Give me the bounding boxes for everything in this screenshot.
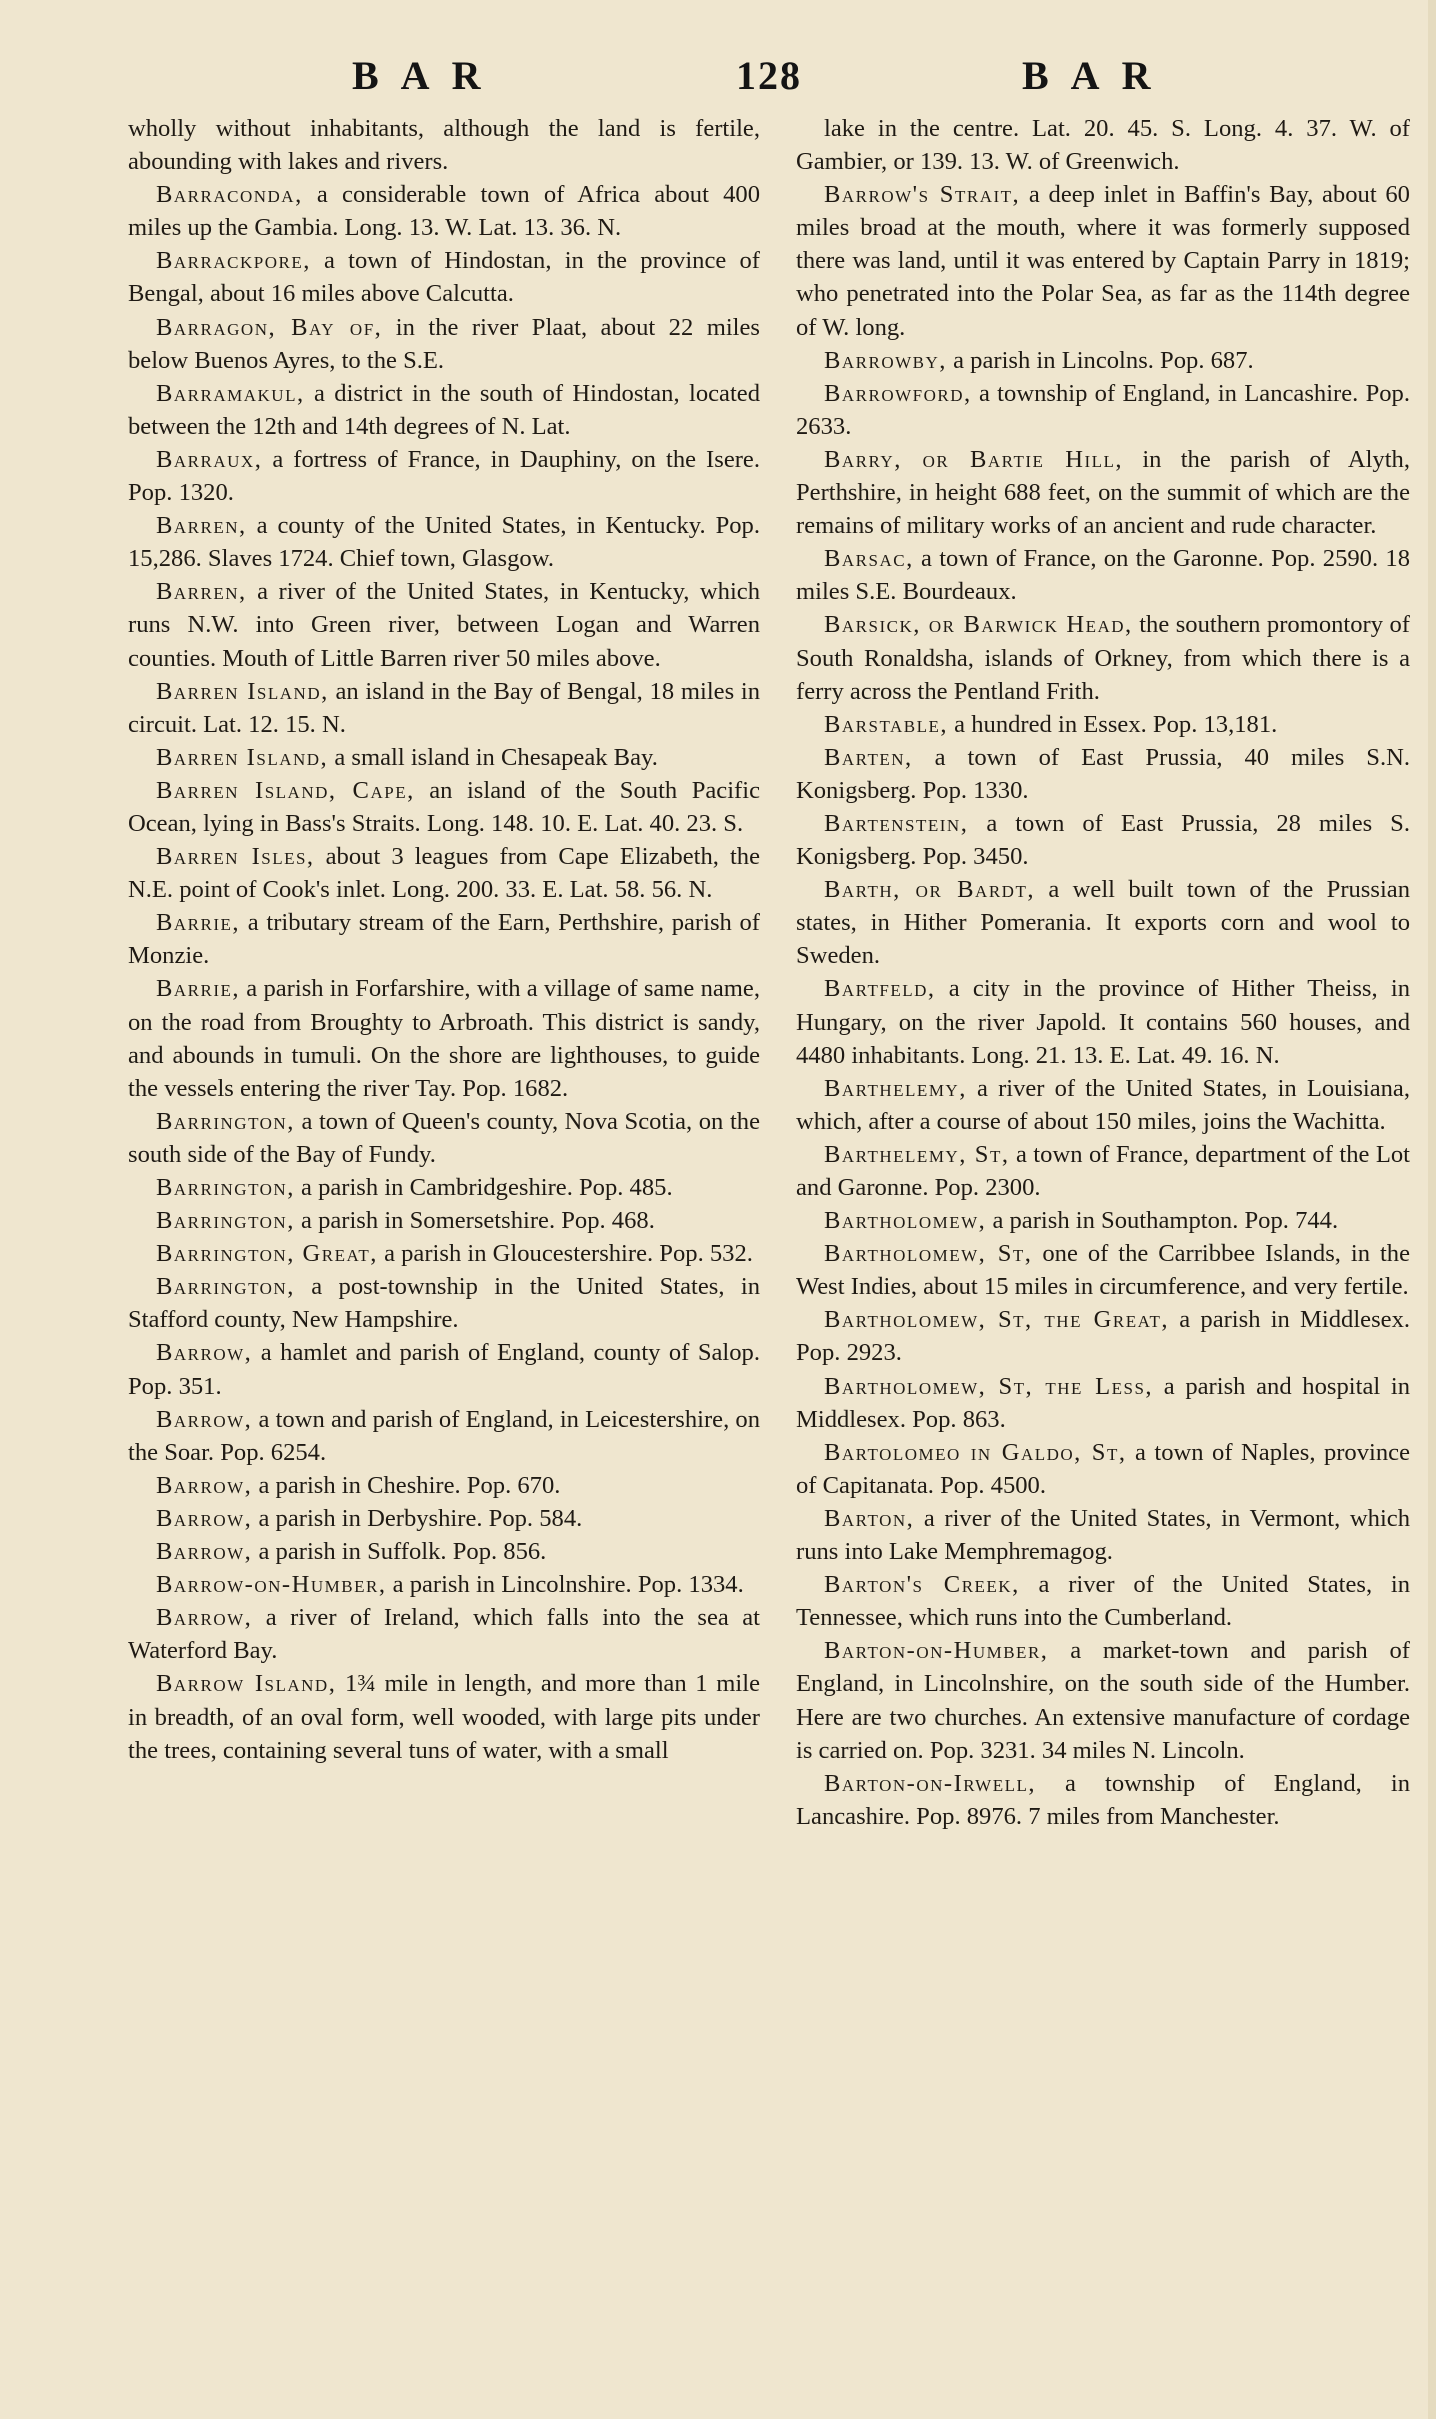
gazetteer-entry xyxy=(128,1535,760,1568)
entry-text: a town and parish of England, in Leicestershire, on the Soar. Pop. 6254. xyxy=(128,1405,760,1466)
entry-text: wholly without inhabitants, although the land is fertile, abounding with lakes and rivers. xyxy=(128,115,760,176)
entry-headword: Barton, xyxy=(824,1504,915,1532)
gazetteer-entry xyxy=(128,178,760,244)
entry-text: a river of Ireland, which falls into the sea at Waterford Bay. xyxy=(128,1604,760,1665)
right-column xyxy=(796,112,1410,1833)
gazetteer-entry xyxy=(796,608,1410,707)
entry-headword: Barrie, xyxy=(156,975,241,1003)
entry-headword: Barren, xyxy=(156,512,247,540)
gazetteer-entry xyxy=(796,1072,1410,1138)
gazetteer-entry xyxy=(796,807,1410,873)
entry-headword: Barren Island, Cape, xyxy=(156,776,415,804)
entry-headword: Barrow Island, xyxy=(156,1670,337,1698)
entry-text: a river of the United States, in Louisiana, which, after a course of about 150 miles, joins the Wachitta. xyxy=(796,1074,1410,1135)
entry-text: a considerable town of Africa about 400 miles up the Gambia. Long. 13. W. Lat. 13. 36. N. xyxy=(128,181,760,242)
entry-text: one of the Carribbee Islands, in the West Indies, about 15 miles in circumference, and very fertile. xyxy=(796,1240,1411,1301)
gazetteer-entry xyxy=(128,741,760,774)
entry-text: a township of England, in Lancashire. Pop. 2633. xyxy=(796,379,1410,440)
entry-text: 1¾ mile in length, and more than 1 mile in breadth, of an oval form, well wooded, with large pits under the trees, containing several tuns of water, with a small xyxy=(128,1670,760,1764)
entry-text: an island of the South Pacific Ocean, lying in Bass's Straits. Long. 148. 10. E. Lat. 40. 23. S. xyxy=(128,776,760,837)
entry-text: a town of Hindostan, in the province of Bengal, about 16 miles above Calcutta. xyxy=(128,247,760,308)
entry-headword: Barraconda, xyxy=(156,181,303,209)
entry-text: a city in the province of Hither Theiss, in Hungary, on the river Japold. It contains 560 houses, and 4480 inhabitants. Long. 21. 13. E. Lat. 49. 16. N. xyxy=(796,975,1410,1069)
header-right-word: BAR xyxy=(1022,53,1173,98)
entry-text: lake in the centre. Lat. 20. 45. S. Long. 4. 37. W. of Gambier, or 139. 13. W. of Greenwich. xyxy=(796,115,1410,176)
entry-text: a fortress of France, in Dauphiny, on the Isere. Pop. 1320. xyxy=(128,445,760,507)
entry-text: an island in the Bay of Bengal, 18 miles in circuit. Lat. 12. 15. N. xyxy=(128,677,760,738)
gazetteer-entry xyxy=(796,1767,1410,1833)
entry-text: a parish in Southampton. Pop. 744. xyxy=(986,1207,1339,1235)
header-left-word: BAR xyxy=(352,53,503,98)
gazetteer-entry xyxy=(796,377,1410,443)
entry-text: a town of East Prussia, 40 miles S.N. Konigsberg. Pop. 1330. xyxy=(796,743,1410,804)
entry-text: a tributary stream of the Earn, Perthshire, parish of Monzie. xyxy=(128,909,760,970)
entry-headword: Barton's Creek, xyxy=(824,1571,1020,1599)
entry-text: a parish in Cheshire. Pop. 670. xyxy=(252,1471,561,1499)
entry-headword: Barthelemy, St, xyxy=(824,1140,1010,1168)
entry-text: the southern promontory of South Ronaldsha, islands of Orkney, from which there is a ferry across the Pentland Frith. xyxy=(796,611,1410,705)
gazetteer-entry xyxy=(128,906,760,972)
gazetteer-entry xyxy=(128,1105,760,1171)
gazetteer-entry xyxy=(796,1634,1410,1766)
entry-headword: Barrington, Great, xyxy=(156,1240,378,1268)
entry-headword: Barton-on-Humber, xyxy=(824,1637,1049,1665)
entry-text: a parish in Forfarshire, with a village of same name, on the road from Broughty to Arbroath. This district is sandy, and abounds in tumuli. On the shore are lighthouses, to guide the vessels entering the river Tay. Pop. 1682. xyxy=(128,975,760,1102)
entry-text: a hundred in Essex. Pop. 13,181. xyxy=(948,710,1278,738)
running-header xyxy=(0,52,1436,102)
gazetteer-entry xyxy=(128,1403,760,1469)
entry-headword: Bartholomew, St, xyxy=(824,1240,1033,1268)
gazetteer-entry xyxy=(128,575,760,674)
entry-headword: Barrow, xyxy=(156,1538,253,1566)
entry-text: a small island in Chesapeak Bay. xyxy=(328,743,658,771)
entry-headword: Barragon, Bay of, xyxy=(156,313,383,341)
gazetteer-entry xyxy=(128,1270,760,1336)
gazetteer-entry xyxy=(796,178,1410,343)
gazetteer-entry xyxy=(796,344,1410,377)
entry-text: a river of the United States, in Tennessee, which runs into the Cumberland. xyxy=(796,1571,1410,1632)
entry-headword: Bartfeld, xyxy=(824,975,936,1003)
entry-text: a parish in Lincolns. Pop. 687. xyxy=(946,346,1254,374)
gazetteer-entry xyxy=(128,1601,760,1667)
page-number: 128 xyxy=(736,53,802,98)
entry-headword: Barrowford, xyxy=(824,379,972,407)
entry-text: a parish in Gloucestershire. Pop. 532. xyxy=(377,1240,753,1268)
entry-headword: Barrington, xyxy=(156,1174,295,1201)
gazetteer-entry xyxy=(796,443,1410,542)
gazetteer-entry xyxy=(796,1502,1410,1568)
gazetteer-entry xyxy=(796,972,1410,1071)
gazetteer-entry xyxy=(128,1204,760,1237)
entry-text: a parish in Lincolnshire. Pop. 1334. xyxy=(386,1571,744,1599)
entry-headword: Bartholomew, St, the Great, xyxy=(824,1306,1170,1334)
entry-text: a market-town and parish of England, in Lincolnshire, on the south side of the Humber. Here are two churches. An extensive manufacture of cordage is carried on. Pop. 3231. 34 miles N. Lincoln. xyxy=(796,1637,1410,1764)
entry-headword: Barrington, xyxy=(156,1273,295,1301)
entry-text: about 3 leagues from Cape Elizabeth, the N.E. point of Cook's inlet. Long. 200. 33. E. Lat. 58. 56. N. xyxy=(128,843,760,904)
entry-headword: Barramakul, xyxy=(156,379,305,407)
entry-headword: Barrington, xyxy=(156,1107,295,1135)
entry-text: a parish in Derbyshire. Pop. 584. xyxy=(252,1504,583,1532)
entry-headword: Barrow, xyxy=(156,1604,253,1632)
entry-text: a parish in Cambridgeshire. Pop. 485. xyxy=(294,1174,673,1201)
entry-headword: Barraux, xyxy=(156,445,263,473)
gazetteer-entry xyxy=(796,741,1410,807)
gazetteer-entry xyxy=(796,708,1410,741)
entry-headword: Barrow's Strait, xyxy=(824,181,1021,209)
gazetteer-entry xyxy=(128,675,760,741)
entry-text: a parish and hospital in Middlesex. Pop. 863. xyxy=(796,1372,1410,1433)
entry-text: a parish in Somersetshire. Pop. 468. xyxy=(294,1207,655,1235)
entry-text: a town of East Prussia, 28 miles S. Konigsberg. Pop. 3450. xyxy=(796,809,1410,871)
gazetteer-entry xyxy=(128,112,760,178)
gazetteer-entry xyxy=(128,244,760,310)
entry-text: a post-township in the United States, in Stafford county, New Hampshire. xyxy=(128,1273,760,1334)
entry-headword: Barrow, xyxy=(156,1405,253,1433)
entry-text: a well built town of the Prussian states, in Hither Pomerania. It exports corn and wool to Sweden. xyxy=(796,876,1410,970)
entry-text: a hamlet and parish of England, county of Salop. Pop. 351. xyxy=(128,1339,760,1400)
entry-headword: Barton-on-Irwell, xyxy=(824,1769,1037,1797)
gazetteer-entry xyxy=(128,774,760,840)
entry-headword: Barrow-on-Humber, xyxy=(156,1571,387,1599)
entry-text: a town of France, on the Garonne. Pop. 2590. 18 miles S.E. Bourdeaux. xyxy=(796,545,1410,606)
entry-headword: Barry, or Bartie Hill, xyxy=(824,445,1124,473)
left-column xyxy=(128,112,760,1767)
gazetteer-entry xyxy=(128,1667,760,1766)
gazetteer-entry xyxy=(128,509,760,575)
page-edge xyxy=(1428,0,1436,2419)
gazetteer-entry xyxy=(128,1171,760,1204)
entry-text: a town of Queen's county, Nova Scotia, on the south side of the Bay of Fundy. xyxy=(128,1107,760,1168)
gazetteer-entry xyxy=(128,1336,760,1402)
entry-headword: Barthelemy, xyxy=(824,1074,967,1102)
gazetteer-entry xyxy=(128,1469,760,1502)
entry-text: a township of England, in Lancashire. Pop. 8976. 7 miles from Manchester. xyxy=(796,1769,1410,1830)
gazetteer-entry xyxy=(128,311,760,377)
entry-headword: Barsick, or Barwick Head, xyxy=(824,611,1133,639)
gazetteer-entry xyxy=(796,1303,1410,1369)
gazetteer-entry xyxy=(128,972,760,1104)
entry-text: in the river Plaat, about 22 miles below Buenos Ayres, to the S.E. xyxy=(128,313,760,374)
entry-headword: Bartholomew, xyxy=(824,1207,987,1235)
gazetteer-entry xyxy=(128,840,760,906)
entry-headword: Barstable, xyxy=(824,710,949,738)
entry-headword: Barren Island, xyxy=(156,743,329,771)
gazetteer-entry xyxy=(796,1568,1410,1634)
entry-headword: Barrowby, xyxy=(824,346,947,374)
gazetteer-entry xyxy=(128,1502,760,1535)
entry-headword: Barrackpore, xyxy=(156,247,311,275)
gazetteer-entry xyxy=(796,1436,1410,1502)
entry-text: a town of Naples, province of Capitanata. Pop. 4500. xyxy=(796,1438,1410,1499)
gazetteer-entry xyxy=(796,1204,1410,1237)
entry-headword: Bartholomew, St, the Less, xyxy=(824,1372,1154,1400)
entry-headword: Bartenstein, xyxy=(824,809,969,837)
entry-headword: Barrie, xyxy=(156,909,241,937)
entry-headword: Barrow, xyxy=(156,1471,253,1499)
entry-text: a parish in Suffolk. Pop. 856. xyxy=(252,1538,547,1566)
gazetteer-entry xyxy=(796,1138,1410,1204)
entry-headword: Barren Isles, xyxy=(156,843,315,871)
entry-text: a river of the United States, in Vermont, which runs into Lake Memphremagog. xyxy=(796,1504,1410,1566)
entry-text: a river of the United States, in Kentucky, which runs N.W. into Green river, between Logan and Warren counties. Mouth of Little Barren river 50 miles above. xyxy=(128,578,760,672)
entry-headword: Barsac, xyxy=(824,545,914,573)
gazetteer-entry xyxy=(796,1370,1410,1436)
entry-headword: Bartolomeo in Galdo, St, xyxy=(824,1438,1127,1466)
entry-text: in the parish of Alyth, Perthshire, in height 688 feet, on the summit of which are the remains of military works of an ancient and rude character. xyxy=(796,445,1410,540)
gazetteer-entry xyxy=(128,377,760,443)
gazetteer-entry xyxy=(796,1237,1410,1303)
entry-text: a town of France, department of the Lot and Garonne. Pop. 2300. xyxy=(796,1140,1410,1201)
gazetteer-entry xyxy=(128,443,760,509)
gazetteer-entry xyxy=(796,112,1410,178)
gazetteer-entry xyxy=(128,1237,760,1270)
entry-headword: Barren, xyxy=(156,578,247,606)
entry-headword: Barren Island, xyxy=(156,677,329,705)
gazetteer-entry xyxy=(128,1568,760,1601)
entry-text: a deep inlet in Baffin's Bay, about 60 miles broad at the mouth, where it was formerly supposed there was land, until it was entered by Captain Parry in 1819; who penetrated into the Polar Sea, as far as the 114th degree of W. long. xyxy=(796,181,1410,341)
entry-headword: Barten, xyxy=(824,743,913,771)
entry-text: a county of the United States, in Kentucky. Pop. 15,286. Slaves 1724. Chief town, Glasgow. xyxy=(128,512,760,573)
entry-text: a parish in Middlesex. Pop. 2923. xyxy=(796,1306,1411,1367)
entry-headword: Barrow, xyxy=(156,1504,253,1532)
entry-headword: Barth, or Bardt, xyxy=(824,876,1035,904)
entry-text: a district in the south of Hindostan, located between the 12th and 14th degrees of N. Lat. xyxy=(128,379,760,440)
entry-headword: Barrow, xyxy=(156,1339,253,1367)
entry-headword: Barrington, xyxy=(156,1207,295,1235)
gazetteer-entry xyxy=(796,873,1410,972)
gazetteer-entry xyxy=(796,542,1410,608)
